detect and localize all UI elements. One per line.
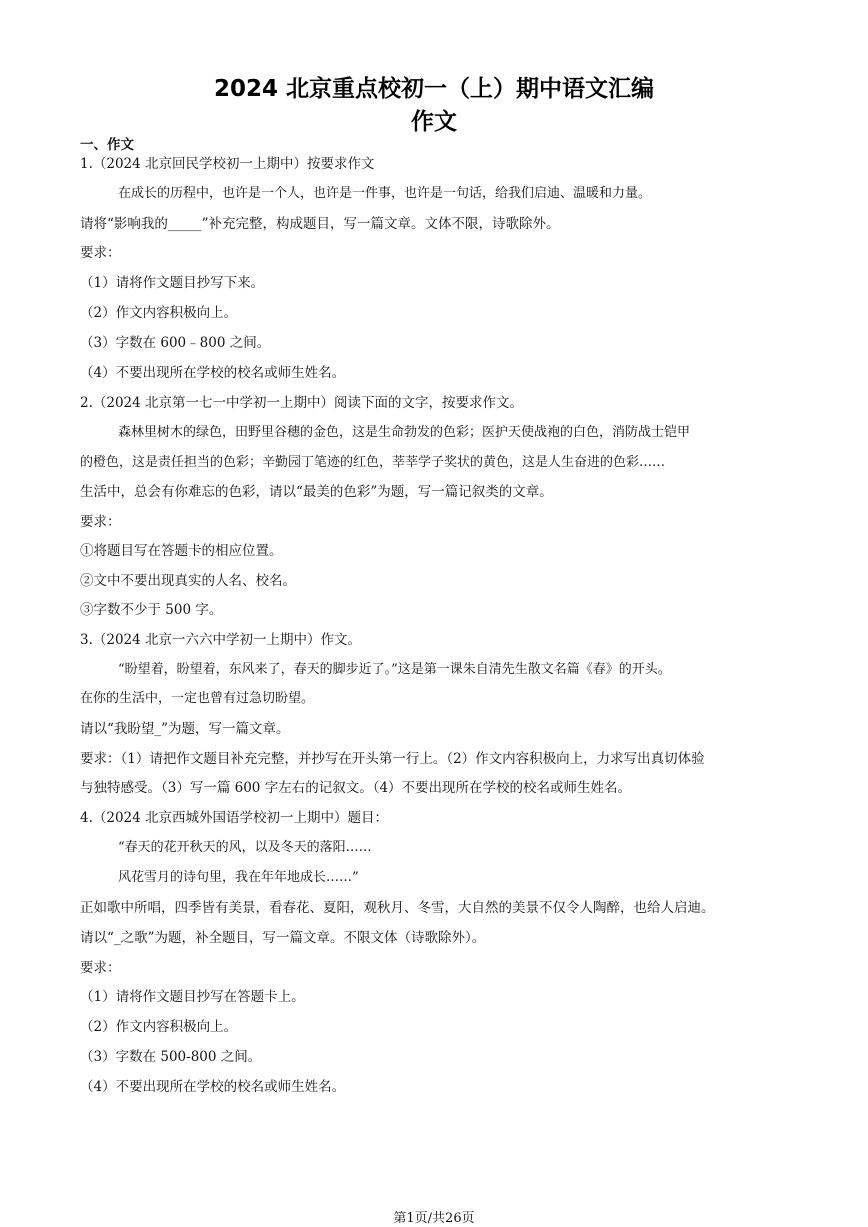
q2-prompt-line-1: 森林里树木的绿色，田野里谷穗的金色，这是生命勃发的色彩；医护天使战袍的白色，消防战士铠甲 xyxy=(118,425,691,440)
q1-requirement-4: （4）不要出现所在学校的校名或师生姓名。 xyxy=(80,365,346,381)
q4-prompt-line-1: “春天的花开秋天的风，以及冬天的落阳…… xyxy=(118,840,372,855)
q2-requirement-3: ③字数不少于 500 字。 xyxy=(80,602,223,618)
q1-requirement-1: （1）请将作文题目抄写下来。 xyxy=(80,275,265,291)
q3-requirements-line-1: 要求：（1）请把作文题目补充完整，并抄写在开头第一行上。（2）作文内容积极向上，力求写出真切体验 xyxy=(80,751,705,767)
document-title: 2024 北京重点校初一（上）期中语文汇编 xyxy=(213,76,655,102)
q4-requirement-3: （3）字数在 500-800 之间。 xyxy=(80,1049,262,1065)
q4-context: 正如歌中所唱，四季皆有美景，看春花、夏阳，观秋月、冬雪，大自然的美景不仅令人陶醉，也给人启迪。 xyxy=(80,900,715,916)
section-heading: 一、作文 xyxy=(80,137,134,153)
q3-prompt-line-1: “盼望着，盼望着，东风来了，春天的脚步近了。”这是第一课朱自清先生散文名篇《春》的开头。 xyxy=(118,662,671,677)
q2-requirements-label: 要求： xyxy=(80,514,121,530)
q1-requirement-3: （3）字数在 600﹣800 之间。 xyxy=(80,335,271,351)
q4-requirement-2: （2）作文内容积极向上。 xyxy=(80,1019,238,1035)
q2-prompt-line-2: 的橙色，这是责任担当的色彩；辛勤园丁笔迹的红色，莘莘学子奖状的黄色，这是人生奋进的色彩…… xyxy=(80,455,666,470)
q4-header: 4.（2024 北京西城外国语学校初一上期中）题目： xyxy=(80,810,389,826)
q1-prompt: 在成长的历程中，也许是一个人，也许是一件事，也许是一句话，给我们启迪、温暖和力量。 xyxy=(118,186,652,201)
q2-requirement-1: ①将题目写在答题卡的相应位置。 xyxy=(80,543,283,559)
q4-requirements-label: 要求： xyxy=(80,960,121,976)
q2-requirement-2: ②文中不要出现真实的人名、校名。 xyxy=(80,573,296,589)
q3-requirements-line-2: 与独特感受。（3）写一篇 600 字左右的记叙文。（4）不要出现所在学校的校名或师生姓名。 xyxy=(80,780,632,796)
document-subtitle: 作文 xyxy=(411,109,457,135)
q4-requirement-4: （4）不要出现所在学校的校名或师生姓名。 xyxy=(80,1079,346,1095)
q1-requirement-2: （2）作文内容积极向上。 xyxy=(80,305,238,321)
q1-header: 1.（2024 北京回民学校初一上期中）按要求作文 xyxy=(80,156,375,172)
q1-instruction: 请将“影响我的_____”补充完整，构成题目，写一篇文章。文体不限，诗歌除外。 xyxy=(80,216,560,232)
q2-instruction: 生活中，总会有你难忘的色彩，请以“最美的色彩”为题，写一篇记叙类的文章。 xyxy=(80,484,553,500)
q1-requirements-label: 要求： xyxy=(80,245,121,261)
q3-header: 3.（2024 北京一六六中学初一上期中）作文。 xyxy=(80,632,362,648)
q4-requirement-1: （1）请将作文题目抄写在答题卡上。 xyxy=(80,989,305,1005)
q4-instruction: 请以“_之歌”为题，补全题目，写一篇文章。不限文体（诗歌除外）。 xyxy=(80,930,486,946)
q3-instruction: 请以“我盼望_”为题，写一篇文章。 xyxy=(80,721,290,737)
page-footer: 第1页/共26页 xyxy=(393,1211,475,1226)
q4-prompt-line-2: 风花雪月的诗句里，我在年年地成长……” xyxy=(118,870,359,885)
q3-prompt-line-2: 在你的生活中，一定也曾有过急切盼望。 xyxy=(80,691,315,706)
q2-header: 2.（2024 北京第一七一中学初一上期中）阅读下面的文字，按要求作文。 xyxy=(80,395,524,411)
